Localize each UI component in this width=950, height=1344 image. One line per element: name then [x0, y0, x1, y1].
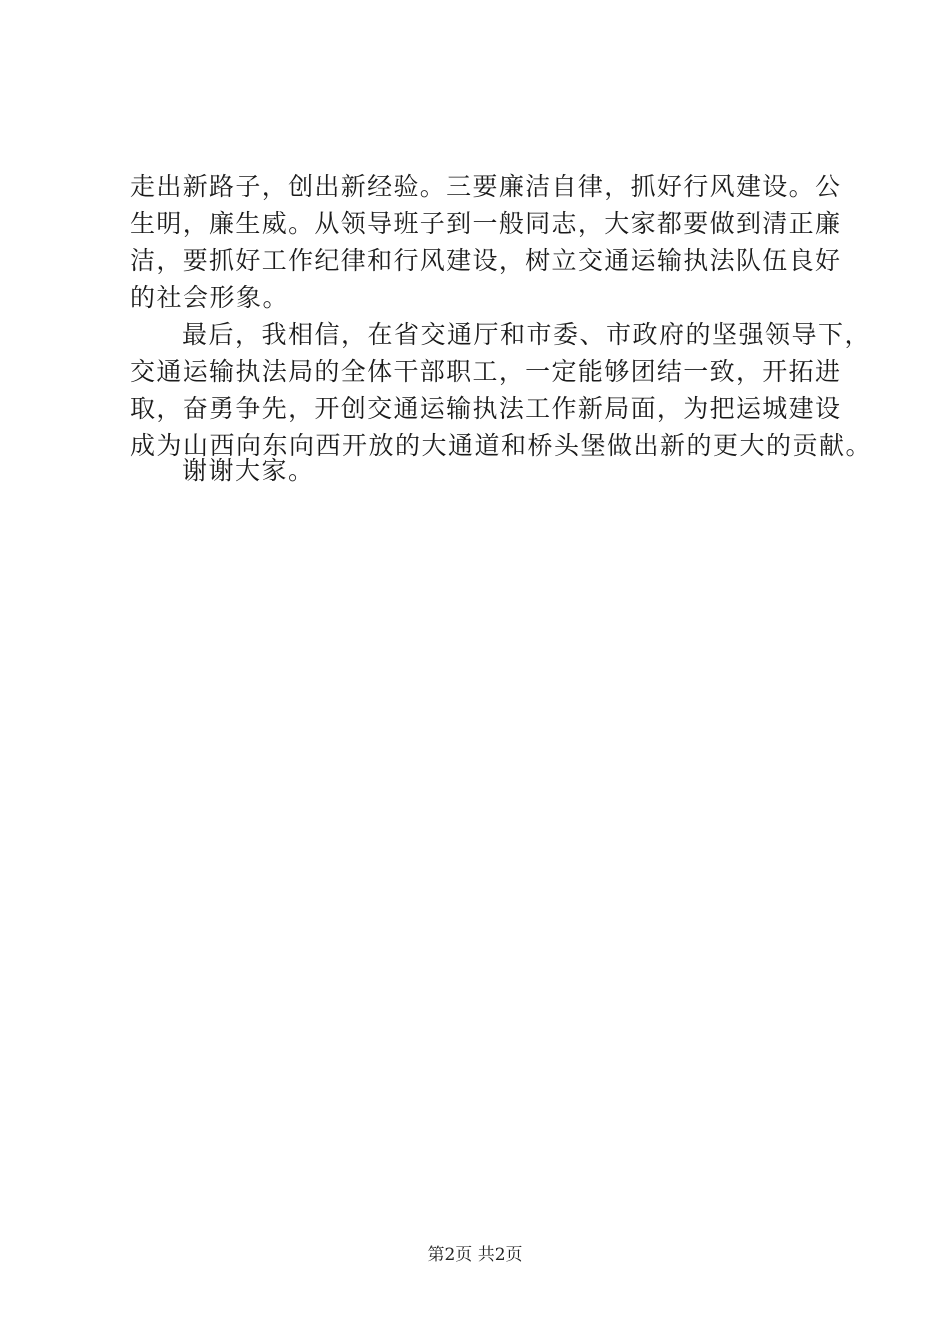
text-line: 洁，要抓好工作纪律和行风建设，树立交通运输执法队伍良好	[130, 246, 840, 275]
text-line: 走出新路子，创出新经验。三要廉洁自律，抓好行风建设。公	[130, 172, 840, 201]
text-line: 取，奋勇争先，开创交通运输执法工作新局面，为把运城建设	[130, 394, 840, 423]
closing-remark: 谢谢大家。	[182, 456, 315, 485]
text-line: 的社会形象。	[130, 283, 290, 312]
text-line: 成为山西向东向西开放的大通道和桥头堡做出新的更大的贡献。	[130, 431, 873, 460]
page-number-footer: 第2页 共2页	[427, 1245, 523, 1265]
text-line: 最后，我相信，在省交通厅和市委、市政府的坚强领导下，	[182, 320, 872, 349]
body-text	[130, 168, 873, 464]
text-line: 交通运输执法局的全体干部职工，一定能够团结一致，开拓进	[130, 357, 840, 386]
text-line: 生明，廉生威。从领导班子到一般同志，大家都要做到清正廉	[130, 209, 840, 238]
